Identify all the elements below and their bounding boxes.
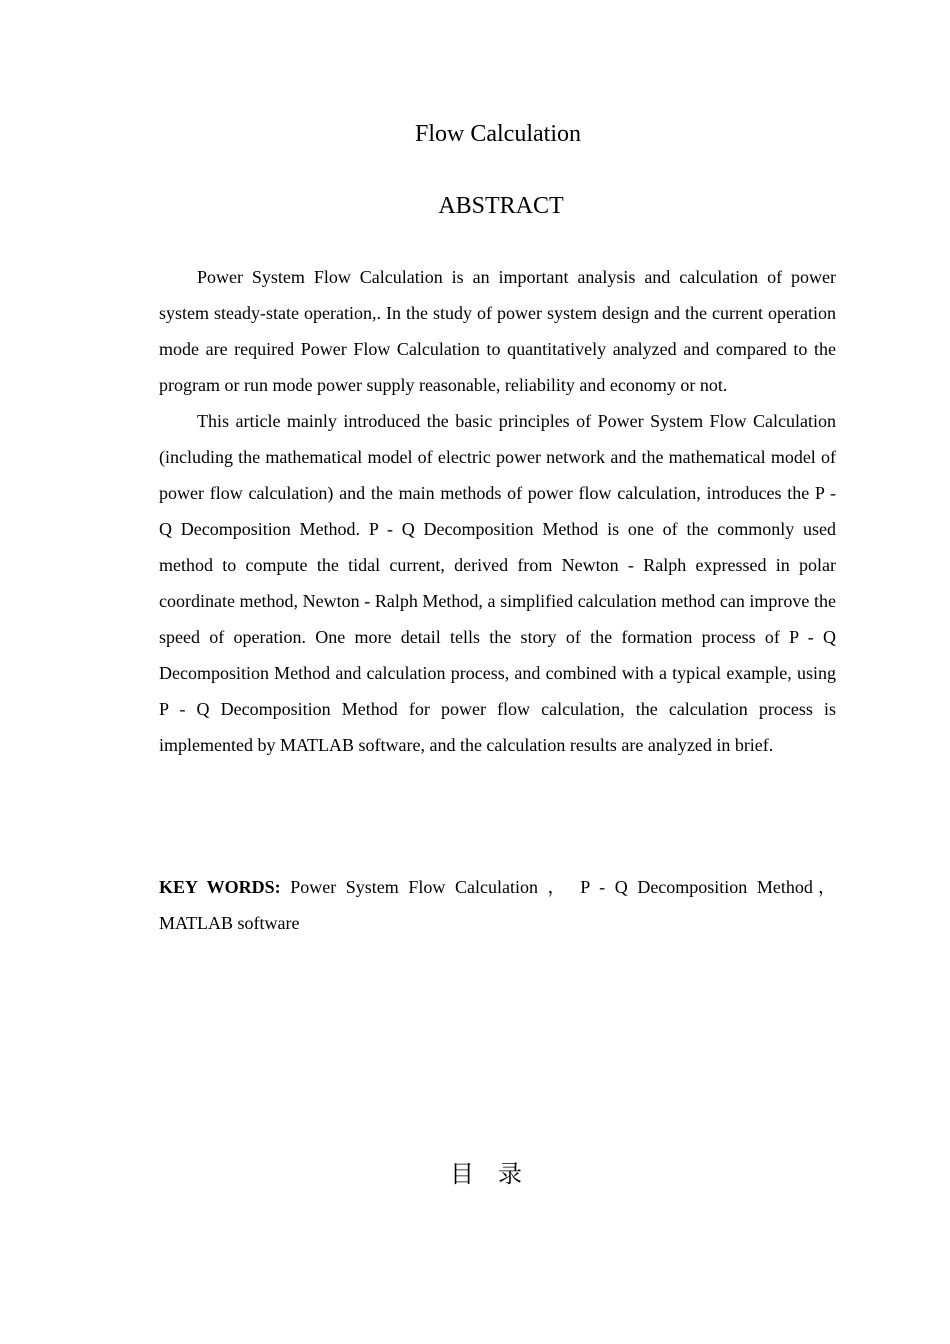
document-title: Flow Calculation [415,121,581,147]
abstract-paragraph-1: Power System Flow Calculation is an important analysis and calculation of power system steady-state operation,. In the study of power system design and the current operation mode are required Power Flow Calculation to quantitatively analyzed and compared to the program or run mode power supply reasonable, reliability and economy or not. [159,267,836,395]
abstract-body [159,259,836,763]
keywords-text: Power System Flow Calculation ， P - Q Decomposition Method，MATLAB software [159,877,836,933]
toc-heading: 目录 [450,1160,546,1188]
keywords-line [159,869,836,941]
keywords-label: KEY WORDS: [159,877,281,897]
abstract-paragraph-2: This article mainly introduced the basic principles of Power System Flow Calculation (including the mathematical model of electric power network and the mathematical model of power flow calculation) and the main methods of power flow calculation, introduces the P - Q Decomposition Method. P - Q Decomposition Method is one of the commonly used method to compute the tidal current, derived from Newton - Ralph expressed in polar coordinate method, Newton - Ralph Method, a simplified calculation method can improve the speed of operation. One more detail tells the story of the formation process of P - Q Decomposition Method and calculation process, and combined with a typical example, using P - Q Decomposition Method for power flow calculation, the calculation process is implemented by MATLAB software, and the calculation results are analyzed in brief. [159,411,836,755]
abstract-heading: ABSTRACT [438,193,564,219]
